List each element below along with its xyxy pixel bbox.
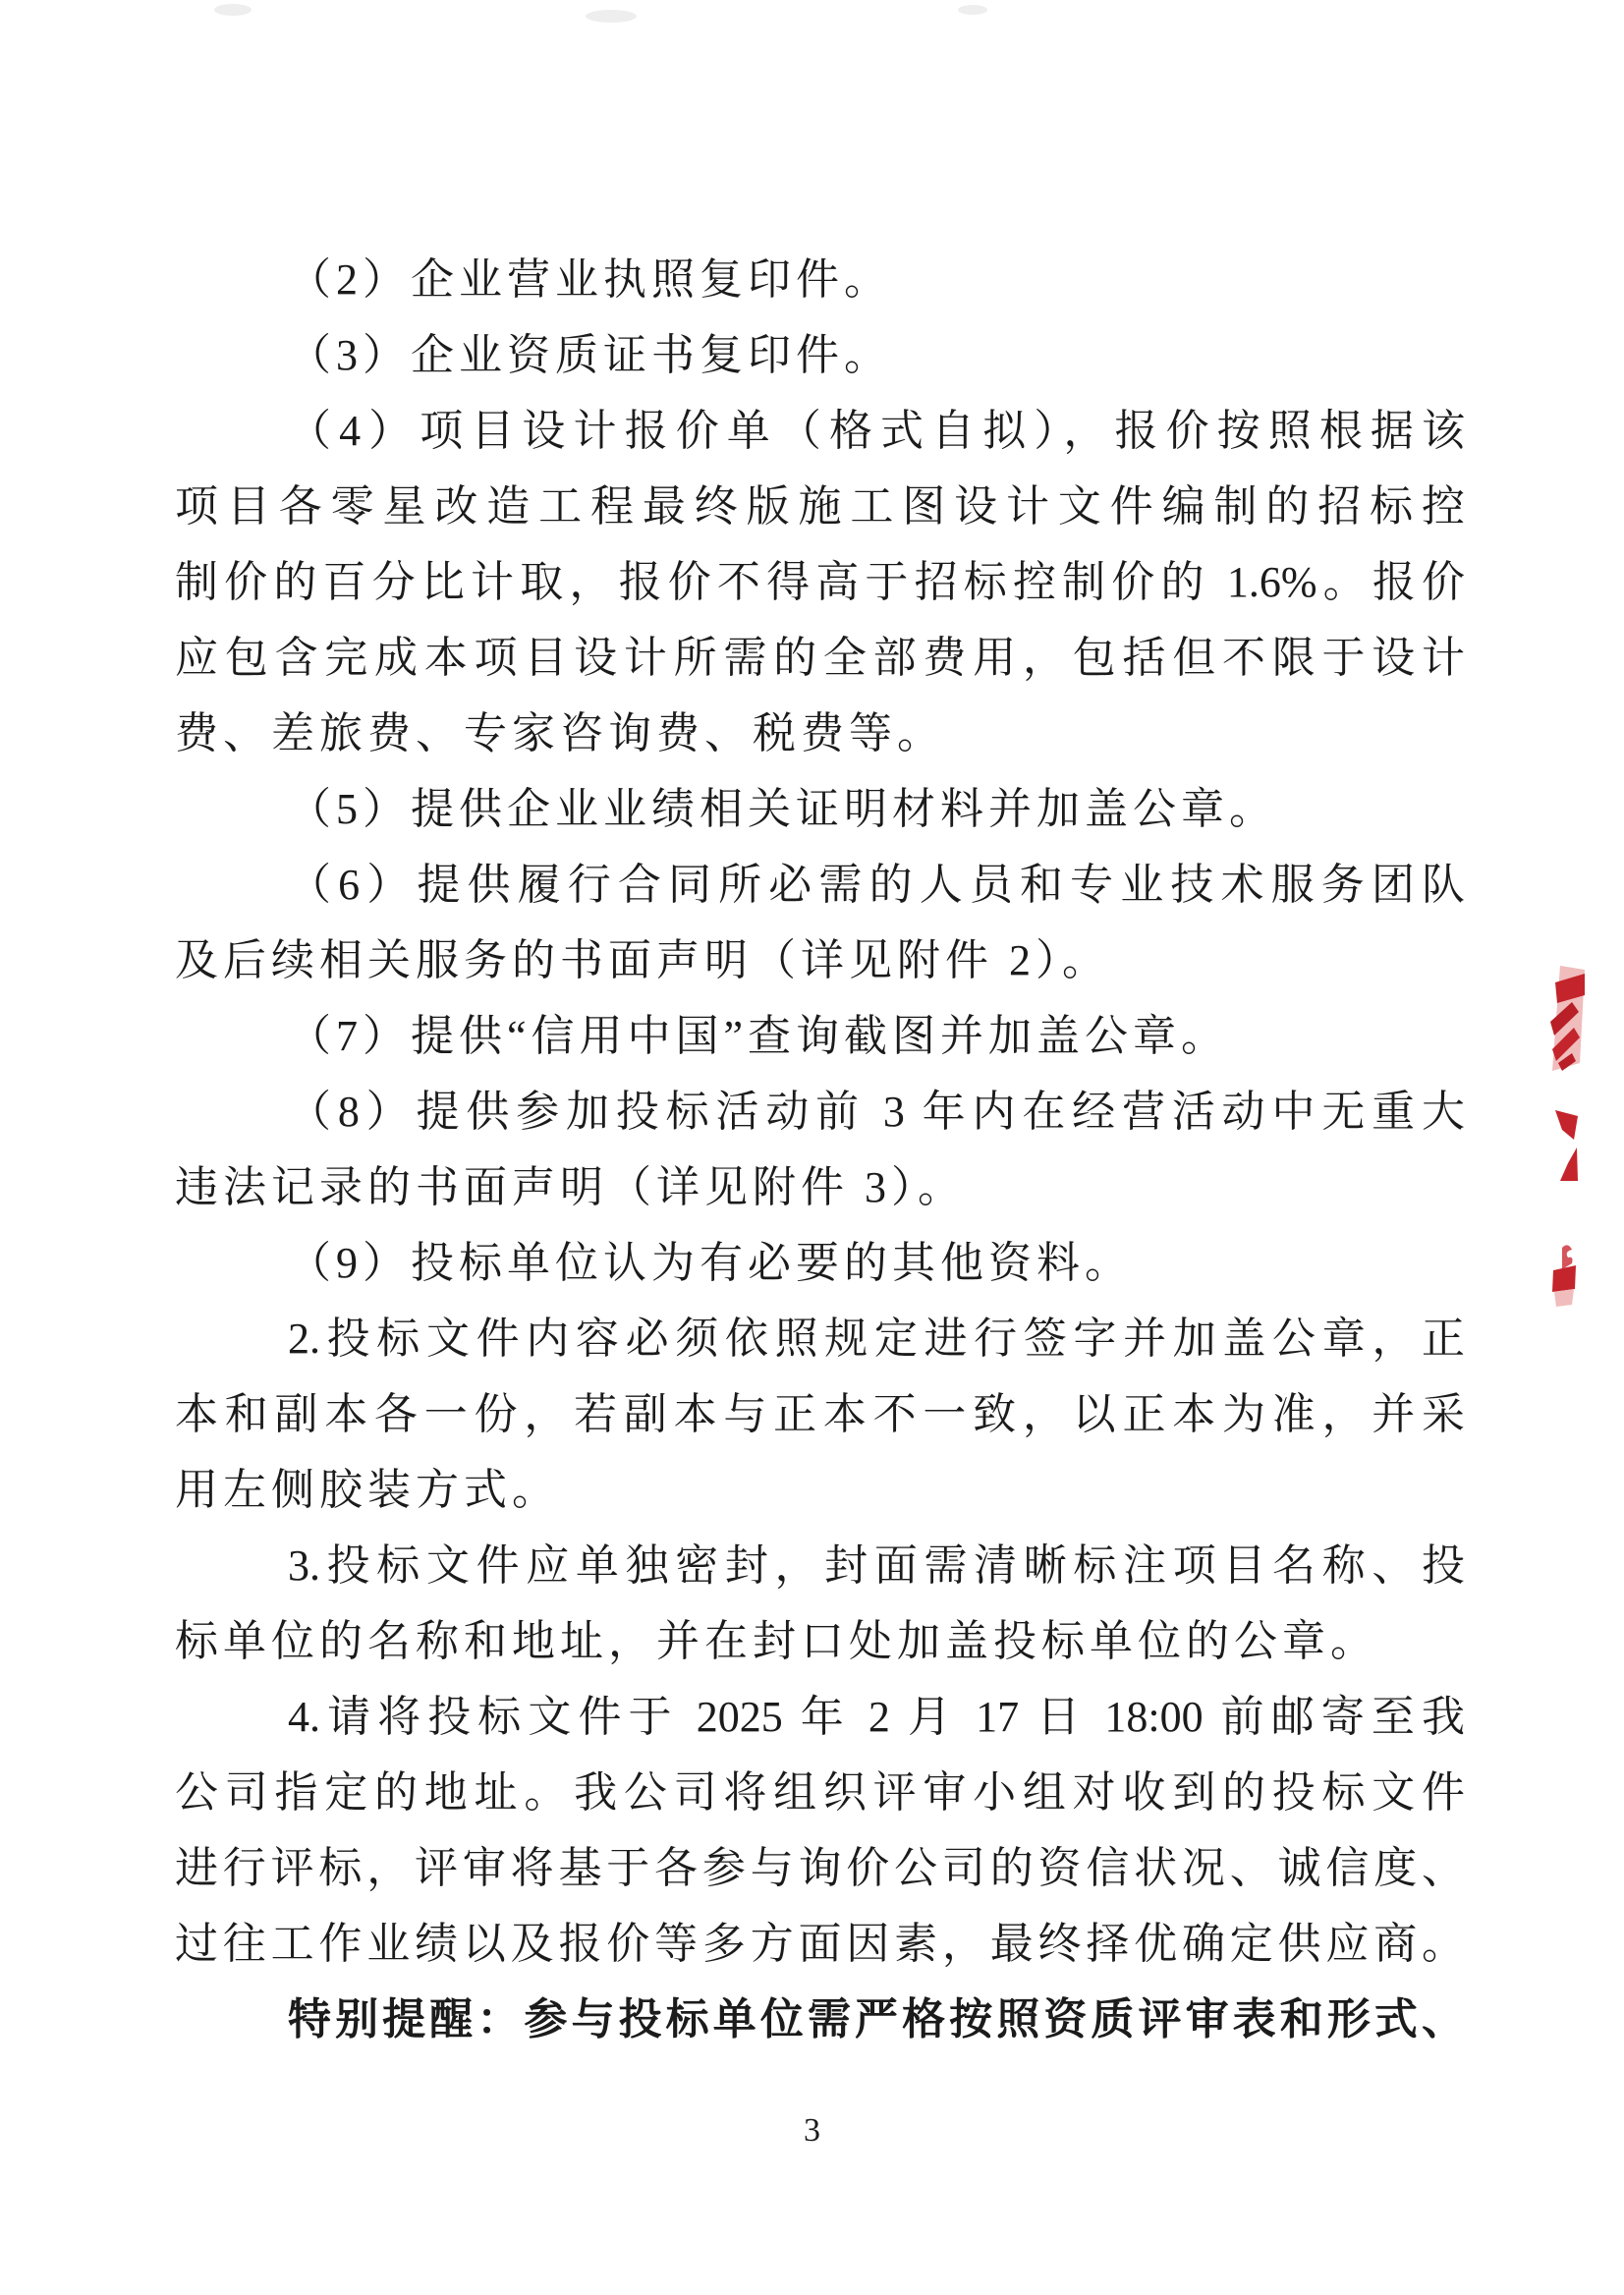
text-line: 项目各零星改造工程最终版施工图设计文件编制的招标控 bbox=[175, 482, 1465, 531]
red-stamp-fragment-bottom bbox=[1552, 1245, 1576, 1307]
text-line: （8）提供参加投标活动前 3 年内在经营活动中无重大 bbox=[288, 1088, 1465, 1136]
text-line: （5）提供企业业绩相关证明材料并加盖公章。 bbox=[288, 785, 1277, 833]
text-line: （6）提供履行合同所必需的人员和专业技术服务团队 bbox=[288, 861, 1465, 909]
text-line: （4）项目设计报价单（格式自拟），报价按照根据该 bbox=[288, 407, 1465, 455]
red-stamp-fragments bbox=[1542, 943, 1624, 1316]
text-line: 及后续相关服务的书面声明（详见附件 2）。 bbox=[175, 936, 1110, 984]
text-line: 本和副本各一份，若副本与正本不一致，以正本为准，并采 bbox=[175, 1390, 1465, 1438]
red-stamp-fragment-middle bbox=[1555, 1110, 1578, 1181]
text-line: 费、差旅费、专家咨询费、税费等。 bbox=[175, 709, 945, 757]
text-line: 用左侧胶装方式。 bbox=[175, 1466, 560, 1514]
text-line: 违法记录的书面声明（详见附件 3）。 bbox=[175, 1163, 966, 1211]
text-line: 过往工作业绩以及报价等多方面因素，最终择优确定供应商。 bbox=[175, 1920, 1465, 1968]
text-line: 应包含完成本项目设计所需的全部费用，包括但不限于设计 bbox=[175, 634, 1465, 682]
document-body bbox=[175, 242, 1465, 2057]
scan-smudge bbox=[586, 10, 637, 23]
scan-smudge bbox=[214, 4, 252, 16]
text-line: 制价的百分比计取，报价不得高于招标控制价的 1.6%。报价 bbox=[175, 558, 1465, 606]
text-line: 特别提醒：参与投标单位需严格按照资质评审表和形式、 bbox=[288, 1995, 1465, 2043]
text-line: （2）企业营业执照复印件。 bbox=[288, 255, 892, 304]
text-line: 进行评标，评审将基于各参与询价公司的资信状况、诚信度、 bbox=[175, 1844, 1465, 1892]
text-line: 2.投标文件内容必须依照规定进行签字并加盖公章，正 bbox=[288, 1315, 1465, 1363]
text-line: （7）提供“信用中国”查询截图并加盖公章。 bbox=[288, 1012, 1230, 1060]
text-line: （9）投标单位认为有必要的其他资料。 bbox=[288, 1239, 1133, 1287]
text-line: 标单位的名称和地址，并在封口处加盖投标单位的公章。 bbox=[175, 1617, 1378, 1665]
text-line: 4.请将投标文件于 2025 年 2 月 17 日 18:00 前邮寄至我 bbox=[288, 1693, 1465, 1741]
text-line: 公司指定的地址。我公司将组织评审小组对收到的投标文件 bbox=[175, 1768, 1465, 1817]
scan-smudge bbox=[958, 5, 987, 15]
text-line: 3.投标文件应单独密封，封面需清晰标注项目名称、投 bbox=[288, 1541, 1465, 1590]
red-stamp-fragment-top bbox=[1550, 966, 1585, 1071]
text-line: （3）企业资质证书复印件。 bbox=[288, 331, 892, 379]
page-number: 3 bbox=[804, 2112, 820, 2149]
